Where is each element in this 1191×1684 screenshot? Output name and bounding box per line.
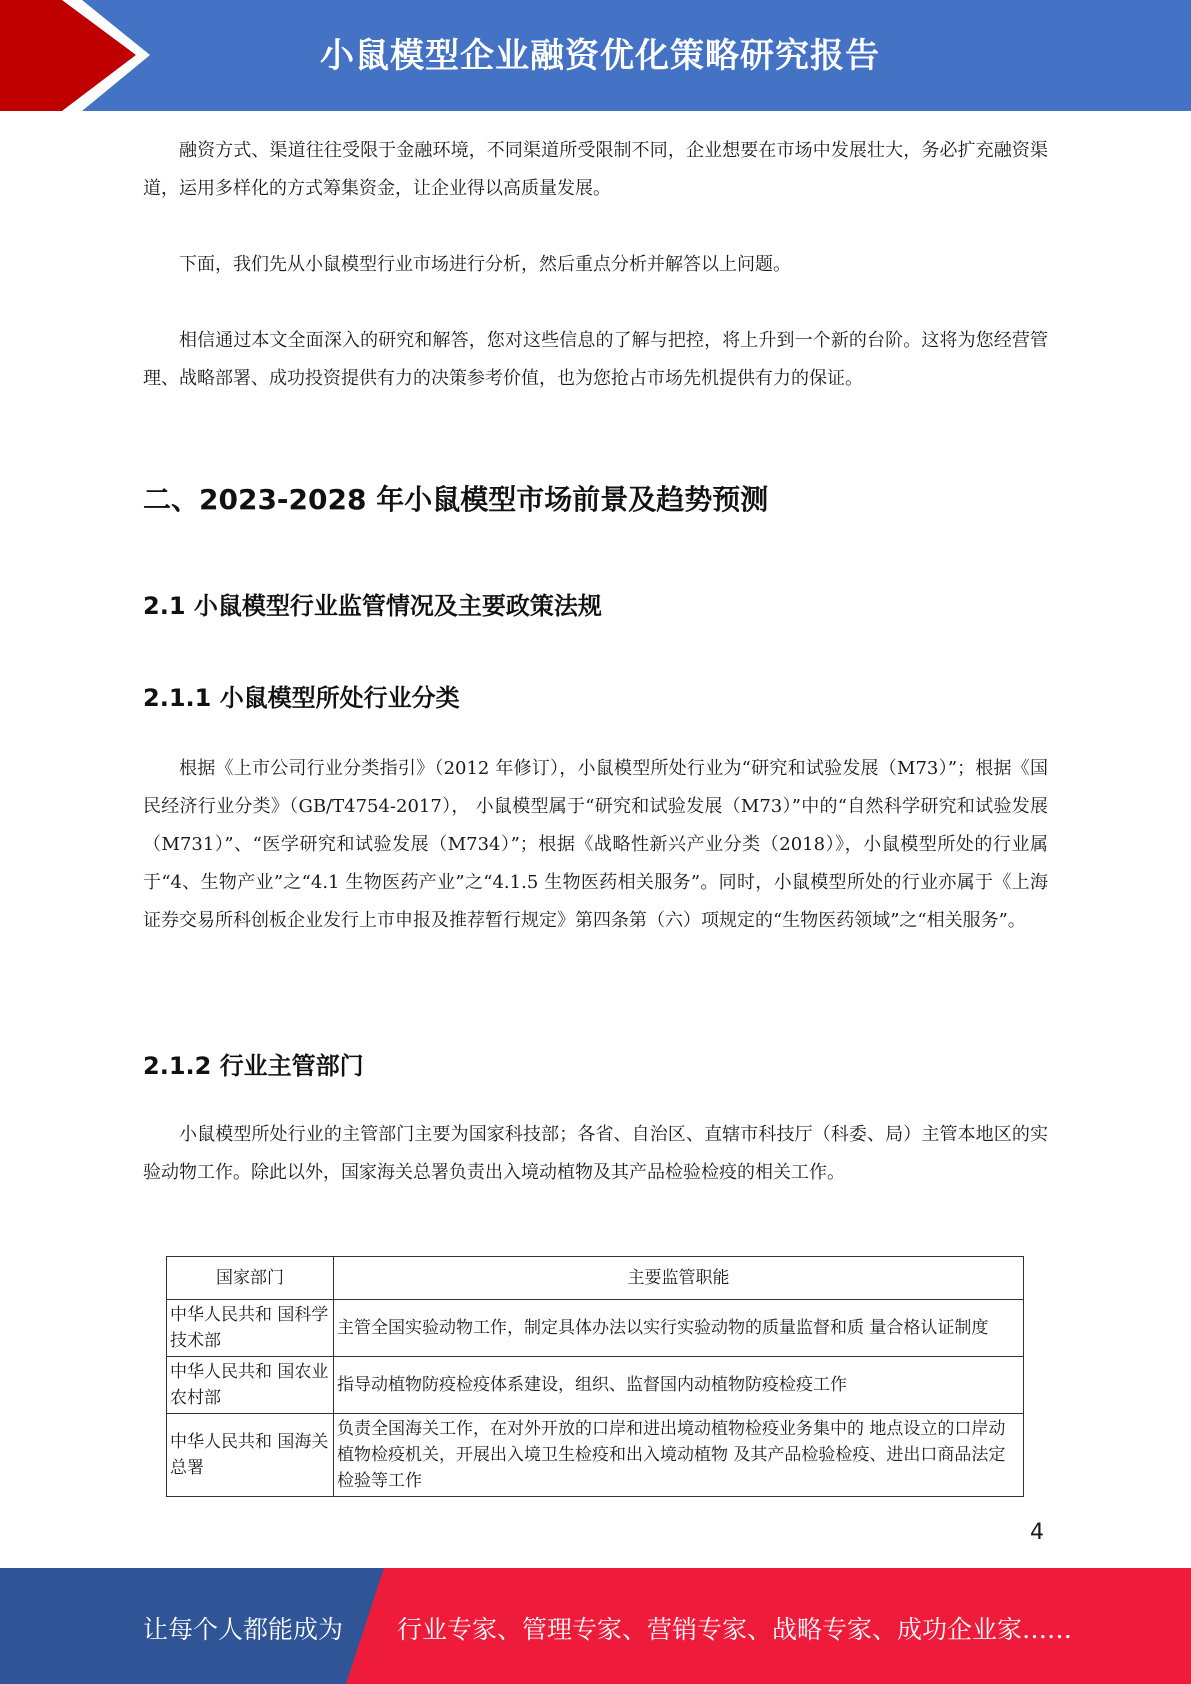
- intro-paragraph-2: 下面，我们先从小鼠模型行业市场进行分析，然后重点分析并解答以上问题。: [179, 254, 791, 275]
- table-row: [167, 1414, 1024, 1497]
- table-header-row: [167, 1257, 1024, 1300]
- section-heading-main: 二、2023-2028 年小鼠模型市场前景及趋势预测: [143, 483, 769, 516]
- table-row: [167, 1357, 1024, 1414]
- intro-paragraph-1: 融资方式、渠道往往受限于金融环境，不同渠道所受限制不同，企业想要在市场中发展壮大，务必扩充融资渠道，运用多样化的方式筹集资金，让企业得以高质量发展。: [143, 140, 1048, 199]
- section-heading-2-1-1: 2.1.1 小鼠模型所处行业分类: [143, 684, 460, 712]
- page-number: 4: [1030, 1520, 1044, 1545]
- section-heading-2-1: 2.1 小鼠模型行业监管情况及主要政策法规: [143, 592, 602, 620]
- section-heading-2-1-2: 2.1.2 行业主管部门: [143, 1052, 364, 1080]
- table-cell-duty: 指导动植物防疫检疫体系建设，组织、监督国内动植物防疫检疫工作: [334, 1357, 1024, 1414]
- page-footer: [0, 1568, 1191, 1684]
- table-cell-duty: 主管全国实验动物工作，制定具体办法以实行实验动物的质量监督和质 量合格认证制度: [334, 1300, 1024, 1357]
- industry-classification-text: 根据《上市公司行业分类指引》（2012 年修订），小鼠模型所处行业为“研究和试验发展（M73）”；根据《国民经济行业分类》（GB/T4754-2017）， 小鼠模型属于“研究和试验发展（M73）”中的“自然科学研究和试验发展（M731）”、“医学研究和试验发展（M734）”；根据《战略性新兴产业分类（2018）》，小鼠模型所处的行业属于“4、生物产业”之“4.1 生物医药产业”之“4.1.5 生物医药相关服务”。同时，小鼠模型所处的行业亦属于《上海证券交易所科创板企业发行上市申报及推荐暂行规定》第四条第（六）项规定的“生物医药领域”之“相关服务”。: [143, 758, 1048, 931]
- footer-slogan-right: 行业专家、管理专家、营销专家、战略专家、成功企业家……: [397, 1615, 1073, 1644]
- page-header: [0, 0, 1191, 111]
- authority-text: 小鼠模型所处行业的主管部门主要为国家科技部；各省、自治区、直辖市科技厅（科委、局）主管本地区的实验动物工作。除此以外，国家海关总署负责出入境动植物及其产品检验检疫的相关工作。: [143, 1124, 1048, 1183]
- table-cell-dept: 中华人民共和 国科学技术部: [167, 1300, 334, 1357]
- table-cell-duty: 负责全国海关工作，在对外开放的口岸和进出境动植物检疫业务集中的 地点设立的口岸动植物检疫机关，开展出入境卫生检疫和出入境动植物 及其产品检验检疫、进出口商品法定检验等工作: [334, 1414, 1024, 1497]
- table-cell-dept: 中华人民共和 国农业农村部: [167, 1357, 334, 1414]
- table-row: [167, 1300, 1024, 1357]
- table-header-dept: 国家部门: [167, 1257, 334, 1300]
- table-cell-dept: 中华人民共和 国海关总署: [167, 1414, 334, 1497]
- intro-paragraph-3: 相信通过本文全面深入的研究和解答，您对这些信息的了解与把控，将上升到一个新的台阶。这将为您经营管理、战略部署、成功投资提供有力的决策参考价值，也为您抢占市场先机提供有力的保证。: [143, 330, 1048, 389]
- table-header-duty: 主要监管职能: [334, 1257, 1024, 1300]
- regulator-table: [166, 1256, 1024, 1497]
- header-title: 小鼠模型企业融资优化策略研究报告: [320, 36, 880, 76]
- footer-slogan-left: 让每个人都能成为: [143, 1615, 344, 1644]
